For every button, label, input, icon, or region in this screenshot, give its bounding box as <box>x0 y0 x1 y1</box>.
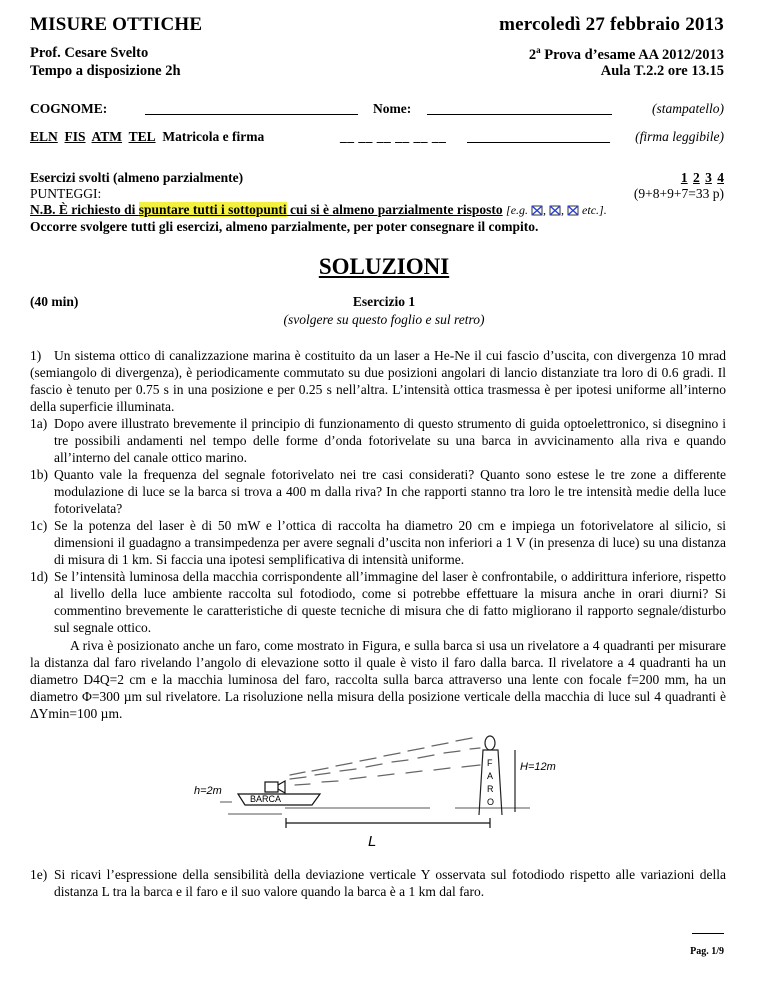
exercise-number[interactable]: 1 <box>680 170 688 185</box>
list-item: 1a) Dopo avere illustrato brevemente il principio di funzionamento di questo strumento di guida optoelettronico, si disegnino i tre possibili andamenti nel tempo delle forme d’onda fotorivelate su una barca in avvicinamento alla riva e quando all’interno del canale ottico marino. <box>30 416 726 465</box>
course-options <box>30 129 264 145</box>
crossed-box-icon <box>532 206 542 215</box>
course-option-tel[interactable]: TEL <box>128 129 156 144</box>
footer-rule <box>692 933 724 934</box>
name-field[interactable] <box>427 114 612 115</box>
page-number: Pag. 1/9 <box>690 946 724 957</box>
surname-label: COGNOME: <box>30 101 108 116</box>
svg-text:O: O <box>487 797 495 807</box>
nb-note: N.B. È richiesto di spuntare tutti i sottopunti cui si è almeno parzialmente risposto [e.g. , , etc.]. <box>30 202 607 217</box>
matricola-field[interactable]: __ __ __ __ __ __ <box>340 129 447 144</box>
list-item: 1c) Se la potenza del laser è di 50 mW e l’ottica di raccolta ha diametro 20 cm e impiega un fotorivelatore al silicio, si dimensioni il guadagno a transimpedenza per avere segnali d’uscita non inferiori a 1 V (in presenza di luce) su una distanza di misura di 1 km. Si faccia una ipotesi semplificativa di intensità uniforme. <box>30 518 726 567</box>
crossed-box-icon <box>568 206 578 215</box>
exercise-intro: 1) Un sistema ottico di canalizzazione marina è costituito da un laser a He-Ne il cui fascio d’uscita, con divergenza 10 mrad (semiangolo di divergenza), è periodicamente commutato su due posizioni angolari di lancio distanziate tra loro di 0.6 gradi. Il fascio è tenuto per 0.75 s in una posizione e per 0.25 s nell’altra. L’intensità ottica trasmessa è per ipotesi uniforme all’interno della superficie illuminata. <box>30 348 726 414</box>
list-item: 1e) Si ricavi l’espressione della sensibilità della deviazione verticale Y osservata sul fotodiodo rispetto alle variazioni della distanza L tra la barca e il faro e il suo valore quando la barca è a 1 km dal faro. <box>30 867 726 899</box>
exercise-numbers <box>681 170 724 186</box>
list-item: 1b) Quanto vale la frequenza del segnale fotorivelato nei tre casi considerati? Quanto sono estese le tre zone a differente modulazione di luce se la barca si trova a 400 m dalla riva? In che rapporti stanno tra loro le tre intensità medie della luce fotorivelata? <box>30 467 726 516</box>
exam-title: 2$^a$ Prova d’esame AA 2012/2013 <box>528 45 724 63</box>
exercise-number[interactable]: 4 <box>717 170 724 185</box>
exercise-title: Esercizio 1 <box>352 294 416 309</box>
exercises-done-label: Esercizi svolti (almeno parzialmente) <box>30 170 244 185</box>
lighthouse-drawing <box>479 736 515 815</box>
svg-text:A: A <box>487 771 494 781</box>
h-label: h=2m <box>194 785 222 797</box>
lighthouse-paragraph: A riva è posizionato anche un faro, come mostrato in Figura, e sulla barca si usa un rivelatore a 4 quadranti per misurare la distanza dal faro rivelando l’angolo di elevazione sotto il quale è visto il faro dalla barca. Il rivelatore a 4 quadranti ha un diametro D4Q=2 cm e la macchia luminosa del faro, raccolta sulla barca attraverso una lente con focale f=200 mm, ha un diametro Φ=300 µm sul rivelatore. La risoluzione nella misura della posizione verticale della macchia di luce sul 4 quadranti è ΔYmin=100 µm. <box>30 638 726 721</box>
distance-arrow <box>286 818 490 828</box>
professor: Prof. Cesare Svelto <box>30 45 149 61</box>
exercise-subtitle: (svolgere su questo foglio e sul retro) <box>283 312 485 327</box>
signature-note: (firma leggibile) <box>635 129 724 144</box>
exam-room: Aula T.2.2 ore 13.15 <box>600 63 724 79</box>
time-allowed: Tempo a disposizione 2h <box>30 63 181 79</box>
mandatory-note: Occorre svolgere tutti gli esercizi, almeno parzialmente, per poter consegnare il compito. <box>30 219 539 234</box>
svg-text:F: F <box>487 758 493 768</box>
crossed-box-icon <box>550 206 560 215</box>
scores-value: (9+8+9+7=33 p) <box>633 186 724 201</box>
exam-date: mercoledì 27 febbraio 2013 <box>499 14 724 35</box>
boat-label: BARCA <box>250 794 282 804</box>
scores-label: PUNTEGGI: <box>30 186 102 201</box>
course-option-atm[interactable]: ATM <box>91 129 123 144</box>
lighthouse-label <box>487 758 494 807</box>
exercise-number[interactable]: 2 <box>693 170 700 185</box>
print-note: (stampatello) <box>652 101 724 116</box>
beam-lines <box>290 738 480 785</box>
exercise-time: (40 min) <box>30 294 79 309</box>
name-label: Nome: <box>373 101 412 116</box>
L-label: L <box>368 833 377 850</box>
list-item: 1d) Se l’intensità luminosa della macchia corrispondente all’immagine del laser è confrontabile, o addirittura inferiore, rispetto al livello della luce ambiente raccolta sul fotodiodo, come si potrebbe effettuare la misura anche in orari diurni? Si commentino brevemente le caratteristiche di queste tecniche di misura che di fatto migliorano il rapporto segnale/disturbo sul segnale ottico. <box>30 569 726 635</box>
solutions-title: SOLUZIONI <box>318 254 450 279</box>
course-option-eln[interactable]: ELN <box>30 129 58 144</box>
svg-text:R: R <box>487 784 494 794</box>
course-option-fis[interactable]: FIS <box>64 129 86 144</box>
figure-boat-lighthouse <box>190 730 590 850</box>
exercise-number[interactable]: 3 <box>705 170 712 185</box>
surname-field[interactable] <box>145 114 358 115</box>
course-title: MISURE OTTICHE <box>30 14 203 35</box>
matricola-label: Matricola e firma <box>162 129 265 144</box>
H-label: H=12m <box>520 761 556 773</box>
signature-field[interactable] <box>467 142 610 143</box>
